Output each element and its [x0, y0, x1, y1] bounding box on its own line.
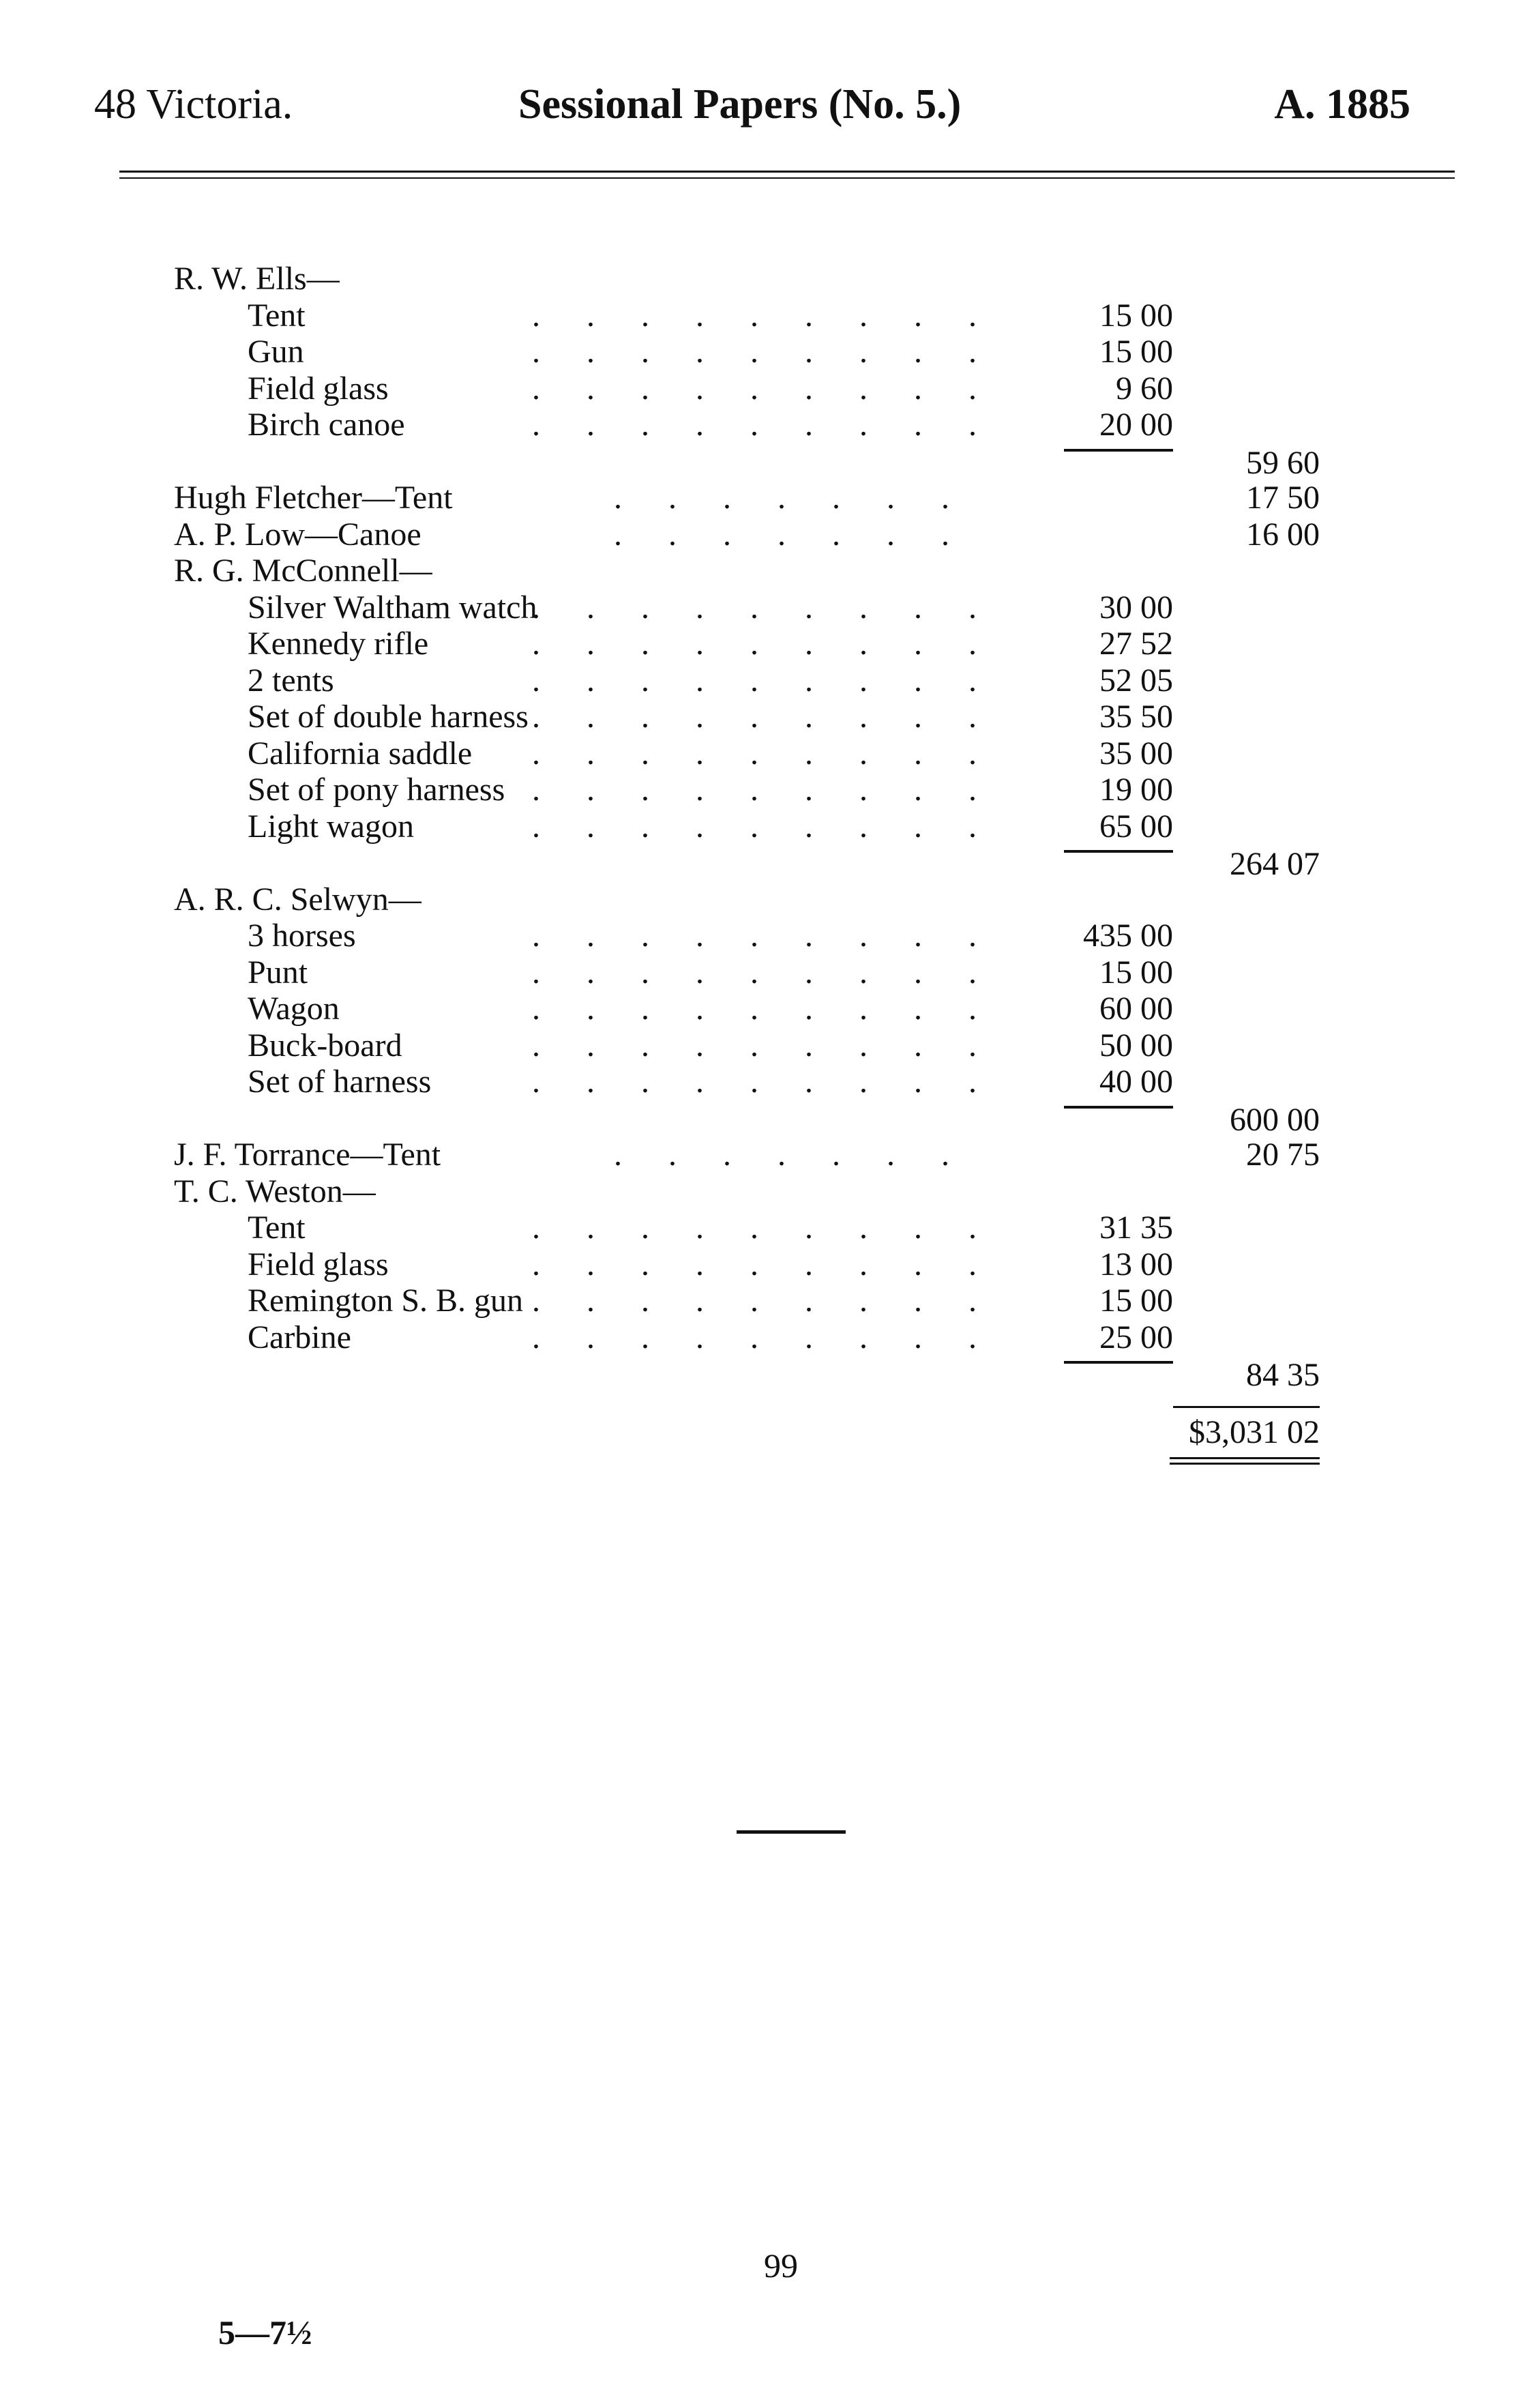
leader-dots: . . . . . . .	[614, 1137, 968, 1173]
leader-dots: . . . . . . . . .	[532, 991, 996, 1027]
item-amount: 40 00	[1099, 1064, 1173, 1100]
item-label: Punt	[248, 954, 308, 991]
section-separator	[737, 1830, 846, 1834]
header-year: A. 1885	[1274, 81, 1410, 128]
leader-dots: . . . . . . . . .	[532, 334, 996, 370]
item-amount: 25 00	[1099, 1319, 1173, 1355]
header-volume: 48 Victoria.	[94, 81, 293, 128]
entry-name: A. R. C. Selwyn—	[174, 881, 421, 918]
entry-name: T. C. Weston—	[174, 1173, 376, 1210]
leader-dots: . . . . . . . . .	[532, 1064, 996, 1100]
item-amount: 19 00	[1099, 772, 1173, 808]
item-label: Birch canoe	[248, 407, 405, 443]
leader-dots: . . . . . . . . .	[532, 699, 996, 735]
leader-dots: . . . . . . . . .	[532, 407, 996, 443]
leader-dots: . . . . . . . . .	[532, 954, 996, 991]
item-amount: 15 00	[1099, 297, 1173, 334]
item-label: California saddle	[248, 735, 473, 772]
leader-dots: . . . . . . . . .	[532, 1319, 996, 1355]
leader-dots: . . . . . . . . .	[532, 626, 996, 662]
entry-name: J. F. Torrance—Tent	[174, 1137, 441, 1173]
item-amount: 50 00	[1099, 1027, 1173, 1064]
entry-total: 16 00	[1246, 516, 1320, 553]
entry-total: 84 35	[1246, 1357, 1320, 1393]
leader-dots: . . . . . . . . .	[532, 662, 996, 699]
leader-dots: . . . . . . . . .	[532, 1027, 996, 1064]
item-amount: 65 00	[1099, 808, 1173, 845]
item-amount: 15 00	[1099, 954, 1173, 991]
leader-dots: . . . . . . . . .	[532, 1246, 996, 1283]
item-label: Remington S. B. gun	[248, 1283, 524, 1319]
header-rule-secondary	[119, 177, 1455, 179]
item-amount: 31 35	[1099, 1210, 1173, 1246]
leader-dots: . . . . . . . . .	[532, 297, 996, 334]
leader-dots: . . . . . . . . .	[532, 808, 996, 845]
leader-dots: . . . . . . . . .	[532, 1283, 996, 1319]
grand-total-rule	[1173, 1406, 1320, 1408]
entry-name: R. W. Ells—	[174, 261, 340, 297]
item-label: Set of double harness	[248, 699, 529, 735]
leader-dots: . . . . . . .	[614, 516, 968, 553]
leader-dots: . . . . . . . . .	[532, 772, 996, 808]
item-amount: 435 00	[1083, 918, 1173, 954]
item-label: Light wagon	[248, 808, 414, 845]
item-amount: 20 00	[1099, 407, 1173, 443]
item-amount: 15 00	[1099, 1283, 1173, 1319]
item-label: Field glass	[248, 1246, 389, 1283]
item-label: Set of pony harness	[248, 772, 505, 808]
leader-dots: . . . . . . . . .	[532, 918, 996, 954]
item-label: Tent	[248, 297, 306, 334]
entry-total: 600 00	[1230, 1101, 1320, 1138]
grand-total-double-rule	[1170, 1463, 1320, 1465]
leader-dots: . . . . . . . . .	[532, 1210, 996, 1246]
grand-total-double-rule	[1170, 1457, 1320, 1459]
item-amount: 15 00	[1099, 334, 1173, 370]
item-amount: 27 52	[1099, 626, 1173, 662]
item-label: Wagon	[248, 991, 340, 1027]
item-amount: 9 60	[1116, 370, 1173, 407]
item-label: 3 horses	[248, 918, 356, 954]
item-amount: 60 00	[1099, 991, 1173, 1027]
item-label: Tent	[248, 1210, 306, 1246]
item-amount: 52 05	[1099, 662, 1173, 699]
header-rule	[119, 171, 1455, 173]
item-amount: 30 00	[1099, 589, 1173, 626]
item-label: Silver Waltham watch	[248, 589, 537, 626]
item-amount: 35 00	[1099, 735, 1173, 772]
entry-total: 264 07	[1230, 846, 1320, 882]
leader-dots: . . . . . . . . .	[532, 735, 996, 772]
entry-name: Hugh Fletcher—Tent	[174, 480, 453, 516]
page-number: 99	[764, 2246, 798, 2285]
entry-total: 20 75	[1246, 1137, 1320, 1173]
entry-total: 59 60	[1246, 444, 1320, 481]
leader-dots: . . . . . . .	[614, 480, 968, 516]
entry-name: R. G. McConnell—	[174, 553, 432, 589]
item-label: Set of harness	[248, 1064, 432, 1100]
entry-name: A. P. Low—Canoe	[174, 516, 421, 553]
item-label: Gun	[248, 334, 304, 370]
item-label: Buck-board	[248, 1027, 402, 1064]
item-amount: 13 00	[1099, 1246, 1173, 1283]
item-label: Carbine	[248, 1319, 351, 1355]
item-label: Field glass	[248, 370, 389, 407]
grand-total: $3,031 02	[1189, 1413, 1320, 1450]
item-label: Kennedy rifle	[248, 626, 429, 662]
item-amount: 35 50	[1099, 699, 1173, 735]
leader-dots: . . . . . . . . .	[532, 589, 996, 626]
header-title: Sessional Papers (No. 5.)	[518, 81, 962, 128]
signature-mark: 5—7½	[218, 2313, 312, 2351]
leader-dots: . . . . . . . . .	[532, 370, 996, 407]
entry-total: 17 50	[1246, 480, 1320, 516]
item-label: 2 tents	[248, 662, 334, 699]
